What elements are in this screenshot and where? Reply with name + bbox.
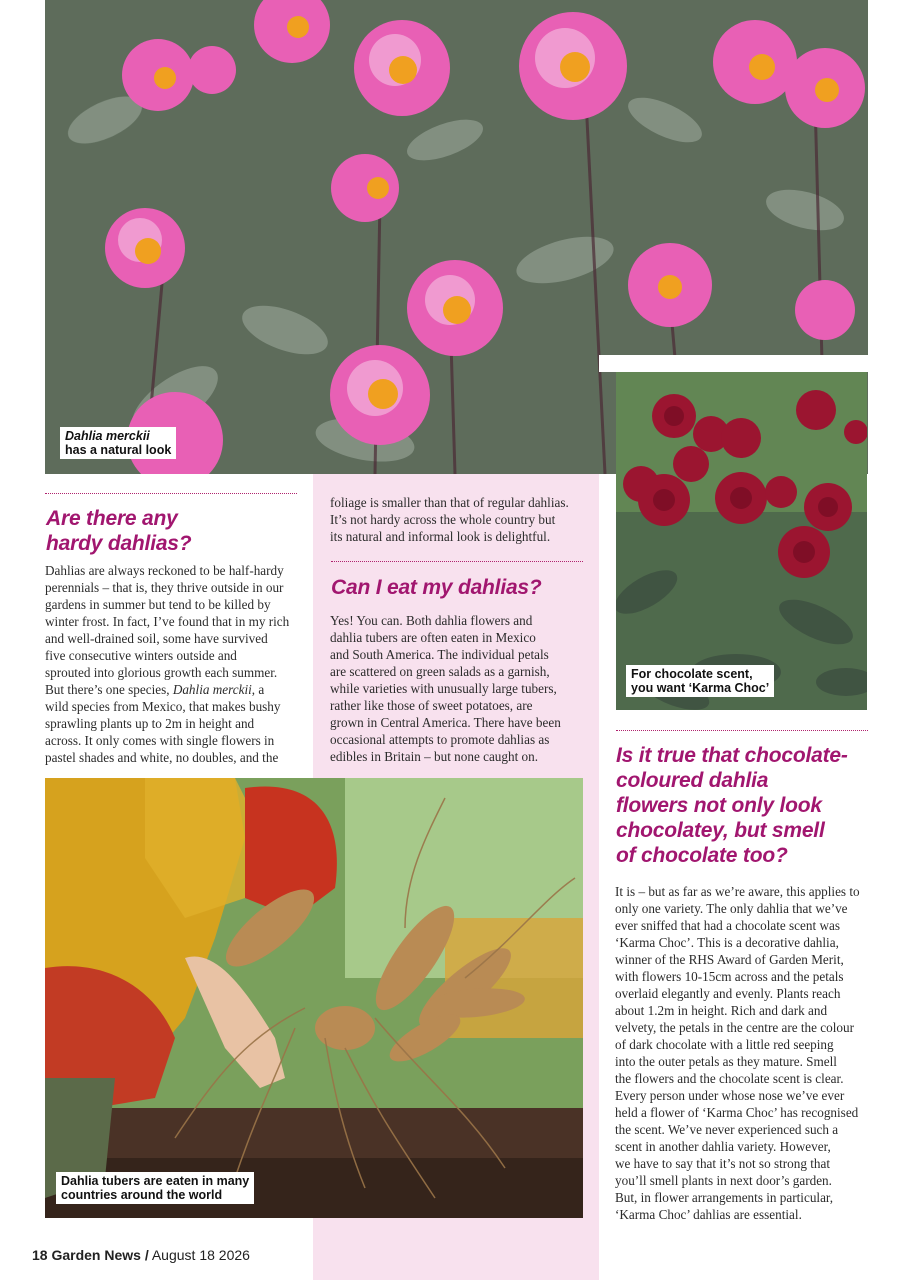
issue-date: August 18 2026 xyxy=(151,1247,250,1263)
eat-dahlias-text: Yes! You can. Both dahlia flowers and dahlia tubers are often eaten in Mexico and South America. The individual petals are scattered on green salads as a garnish, while varieties with unusually large tubers, rather like those of sweet potatoes, are grown in Central America. There have been occasional attempts to promote dahlias as edibles in Britain – but none caught on. xyxy=(330,613,561,764)
section-divider xyxy=(331,561,583,562)
species-name: Dahlia merckii xyxy=(172,682,252,697)
section-divider xyxy=(45,493,297,494)
dahlia-tubers-photo xyxy=(45,778,583,1218)
caption-line: countries around the world xyxy=(61,1188,223,1202)
section-heading-hardy: Are there any hardy dahlias? xyxy=(46,507,192,555)
caption-text: has a natural look xyxy=(65,443,172,457)
right-photo-frame xyxy=(599,355,868,372)
section-heading-chocolate: Is it true that chocolate- coloured dahlia flowers not only look chocolatey, but smell of chocolate too? xyxy=(616,744,848,867)
hardy-dahlias-text-continued: foliage is smaller than that of regular dahlias. It’s not hardy across the whole country but its natural and informal look is delightful. xyxy=(330,495,569,544)
section-divider xyxy=(616,730,868,731)
page-number-and-publication: 18 Garden News / xyxy=(32,1247,149,1263)
caption-line: you want ‘Karma Choc’ xyxy=(631,681,770,695)
caption-species-name: Dahlia merckii xyxy=(65,429,150,443)
hardy-dahlias-text: Dahlias are always reckoned to be half-hardy perennials – that is, they thrive outside in our gardens in summer but tend to be killed by winter frost. In fact, I’ve found that in my rich and well-drained soil, some have survived five consecutive winters outside and sprouted into glorious growth each summer. But there’s one species, Dahlia merckii, a wild species from Mexico, that makes bushy sprawling plants up to 2m in height and across. It only comes with single flowers in pastel shades and white, no doubles, and the xyxy=(45,563,290,765)
top-photo-caption xyxy=(60,427,176,459)
caption-line: Dahlia tubers are eaten in many xyxy=(61,1174,250,1188)
karma-choc-photo xyxy=(616,372,867,710)
chocolate-dahlia-text: It is – but as far as we’re aware, this applies to only one variety. The only dahlia that we’ve ever sniffed that had a chocolate scent was ‘Karma Choc’. This is a decorative dahlia, winner of the RHS Award of Garden Merit, with flowers 10-15cm across and the petals overlaid elegantly and evenly. Plants reach about 1.2m in height. Rich and dark and velvety, the petals in the centre are the colour of dark chocolate with a little red seeping into the outer petals as they mature. Smell the flowers and the chocolate scent is clear. Every person under whose nose we’ve ever held a flower of ‘Karma Choc’ has recognised the scent. We’ve never experienced such a scent in another dahlia variety. However, we have to say that it’s not so strong that you’ll smell plants in next door’s garden. But, in flower arrangements in particular, ‘Karma Choc’ dahlias are essential. xyxy=(615,884,860,1222)
page-footer xyxy=(32,1247,250,1263)
tuber-photo-caption xyxy=(56,1172,254,1204)
right-photo-caption xyxy=(626,665,774,697)
caption-line: For chocolate scent, xyxy=(631,667,753,681)
section-heading-eat: Can I eat my dahlias? xyxy=(331,576,542,599)
